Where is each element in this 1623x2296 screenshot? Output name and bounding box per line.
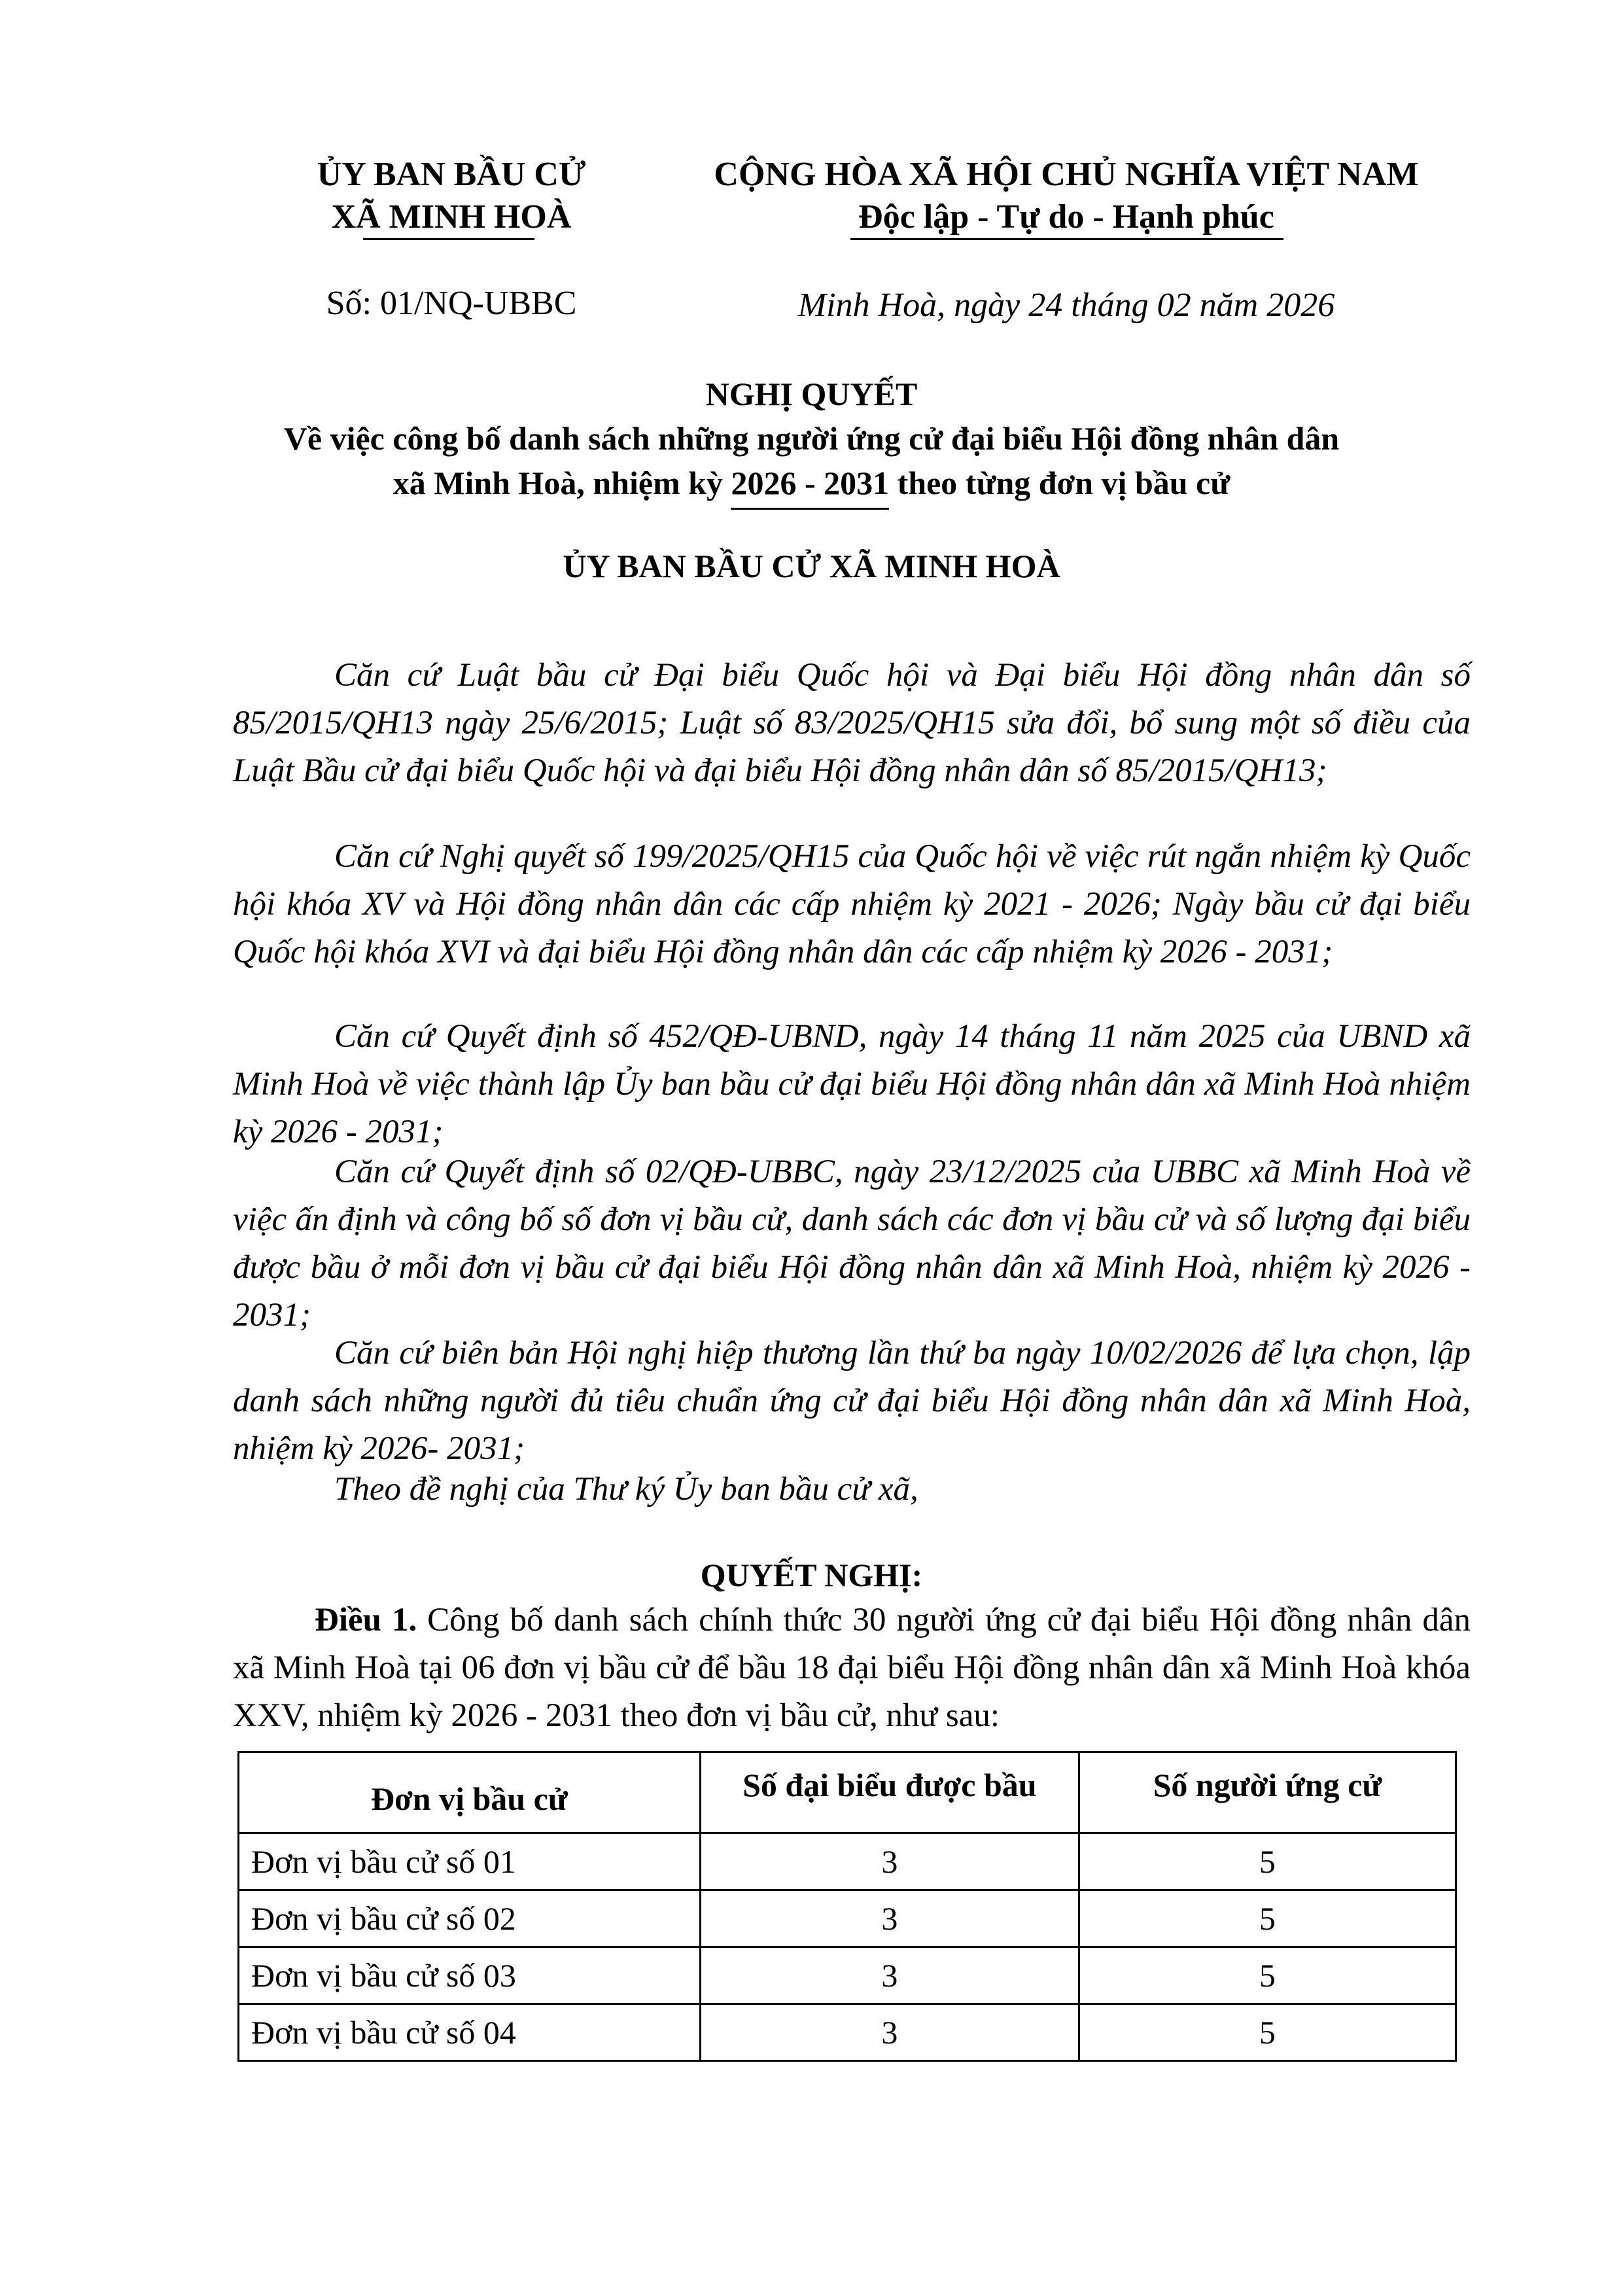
preamble-paragraph-3: Căn cứ Quyết định số 452/QĐ-UBND, ngày 14 tháng 11 năm 2025 của UBND xã Minh Hoà về việc thành lập Ủy ban bầu cử đại biểu Hội đồng nhân dân xã Minh Hoà nhiệm kỳ 2026 - 2031;	[233, 1018, 1471, 1150]
place-and-date: Minh Hoà, ngày 24 tháng 02 năm 2026	[797, 287, 1335, 324]
org-name-line2: XÃ MINH HOÀ	[331, 198, 572, 236]
nation-motto: Độc lập - Tự do - Hạnh phúc	[858, 198, 1274, 236]
header-electoral-unit: Đơn vị bầu cử	[239, 1752, 701, 1833]
table-header-row	[239, 1752, 1456, 1833]
table-row	[239, 1947, 1456, 2004]
candidate-count: 5	[1079, 1833, 1456, 1890]
unit-name: Đơn vị bầu cử số 02	[239, 1890, 701, 1947]
header-candidates: Số người ứng cử	[1079, 1752, 1456, 1833]
candidate-count: 5	[1079, 1947, 1456, 2004]
preamble-paragraph-5: Căn cứ biên bản Hội nghị hiệp thương lần thứ ba ngày 10/02/2026 để lựa chọn, lập danh sách những người đủ tiêu chuẩn ứng cử đại biểu Hội đồng nhân dân xã Minh Hoà, nhiệm kỳ 2026- 2031;	[233, 1335, 1471, 1467]
document-subject-line2	[0, 462, 1623, 504]
table-row	[239, 1833, 1456, 1890]
candidate-count: 5	[1079, 1890, 1456, 1947]
article-1	[233, 1597, 1471, 1740]
unit-name: Đơn vị bầu cử số 01	[239, 1833, 701, 1890]
preamble-paragraph-2: Căn cứ Nghị quyết số 199/2025/QH15 của Quốc hội về việc rút ngắn nhiệm kỳ Quốc hội khóa XV và Hội đồng nhân dân các cấp nhiệm kỳ 2021 - 2026; Ngày bầu cử đại biểu Quốc hội khóa XVI và đại biểu Hội đồng nhân dân các cấp nhiệm kỳ 2026 - 2031;	[233, 838, 1471, 970]
candidate-count: 5	[1079, 2004, 1456, 2061]
decision-heading: QUYẾT NGHỊ:	[700, 1557, 923, 1593]
table-row	[239, 1890, 1456, 1947]
unit-name: Đơn vị bầu cử số 03	[239, 1947, 701, 2004]
electoral-units-table	[237, 1751, 1457, 2062]
issuing-authority: ỦY BAN BẦU CỬ XÃ MINH HOÀ	[563, 548, 1060, 584]
header-seats: Số đại biểu được bầu	[700, 1752, 1079, 1833]
article-1-label: Điều 1.	[315, 1602, 417, 1638]
nation-title: CỘNG HÒA XÃ HỘI CHỦ NGHĨA VIỆT NAM	[714, 156, 1419, 193]
preamble-paragraph-4: Căn cứ Quyết định số 02/QĐ-UBBC, ngày 23/12/2025 của UBBC xã Minh Hoà về việc ấn định và công bố số đơn vị bầu cử, danh sách các đơn vị bầu cử và số lượng đại biểu được bầu ở mỗi đơn vị bầu cử đại biểu Hội đồng nhân dân xã Minh Hoà, nhiệm kỳ 2026 - 2031;	[233, 1154, 1471, 1333]
article-1-text: Công bố danh sách chính thức 30 người ứng cử đại biểu Hội đồng nhân dân xã Minh Hoà tại 06 đơn vị bầu cử để bầu 18 đại biểu Hội đồng nhân dân xã Minh Hoà khóa XXV, nhiệm kỳ 2026 - 2031 theo đơn vị bầu cử, như sau:	[233, 1602, 1471, 1734]
subject-line2-suffix: theo từng đơn vị bầu cử	[889, 465, 1230, 501]
term-underlined: 2026 - 2031	[731, 465, 889, 510]
org-underline	[363, 238, 534, 240]
unit-name: Đơn vị bầu cử số 04	[239, 2004, 701, 2061]
document-type: NGHỊ QUYẾT	[705, 376, 918, 412]
table-row	[239, 2004, 1456, 2061]
subject-line2-prefix: xã Minh Hoà, nhiệm kỳ	[393, 465, 731, 501]
seat-count: 3	[700, 1947, 1079, 2004]
seat-count: 3	[700, 2004, 1079, 2061]
document-number: Số: 01/NQ-UBBC	[326, 285, 577, 322]
seat-count: 3	[700, 1833, 1079, 1890]
document-subject-line1: Về việc công bố danh sách những người ứng cử đại biểu Hội đồng nhân dân	[283, 420, 1340, 457]
preamble-paragraph-1: Căn cứ Luật bầu cử Đại biểu Quốc hội và Đại biểu Hội đồng nhân dân số 85/2015/QH13 ngày 25/6/2015; Luật số 83/2025/QH15 sửa đổi, bổ sung một số điều của Luật Bầu cử đại biểu Quốc hội và đại biểu Hội đồng nhân dân số 85/2015/QH13;	[233, 657, 1471, 789]
org-name-line1: ỦY BAN BẦU CỬ	[317, 156, 586, 193]
seat-count: 3	[700, 1890, 1079, 1947]
motto-underline	[850, 238, 1283, 240]
preamble-paragraph-6: Theo đề nghị của Thư ký Ủy ban bầu cử xã,	[334, 1471, 918, 1508]
